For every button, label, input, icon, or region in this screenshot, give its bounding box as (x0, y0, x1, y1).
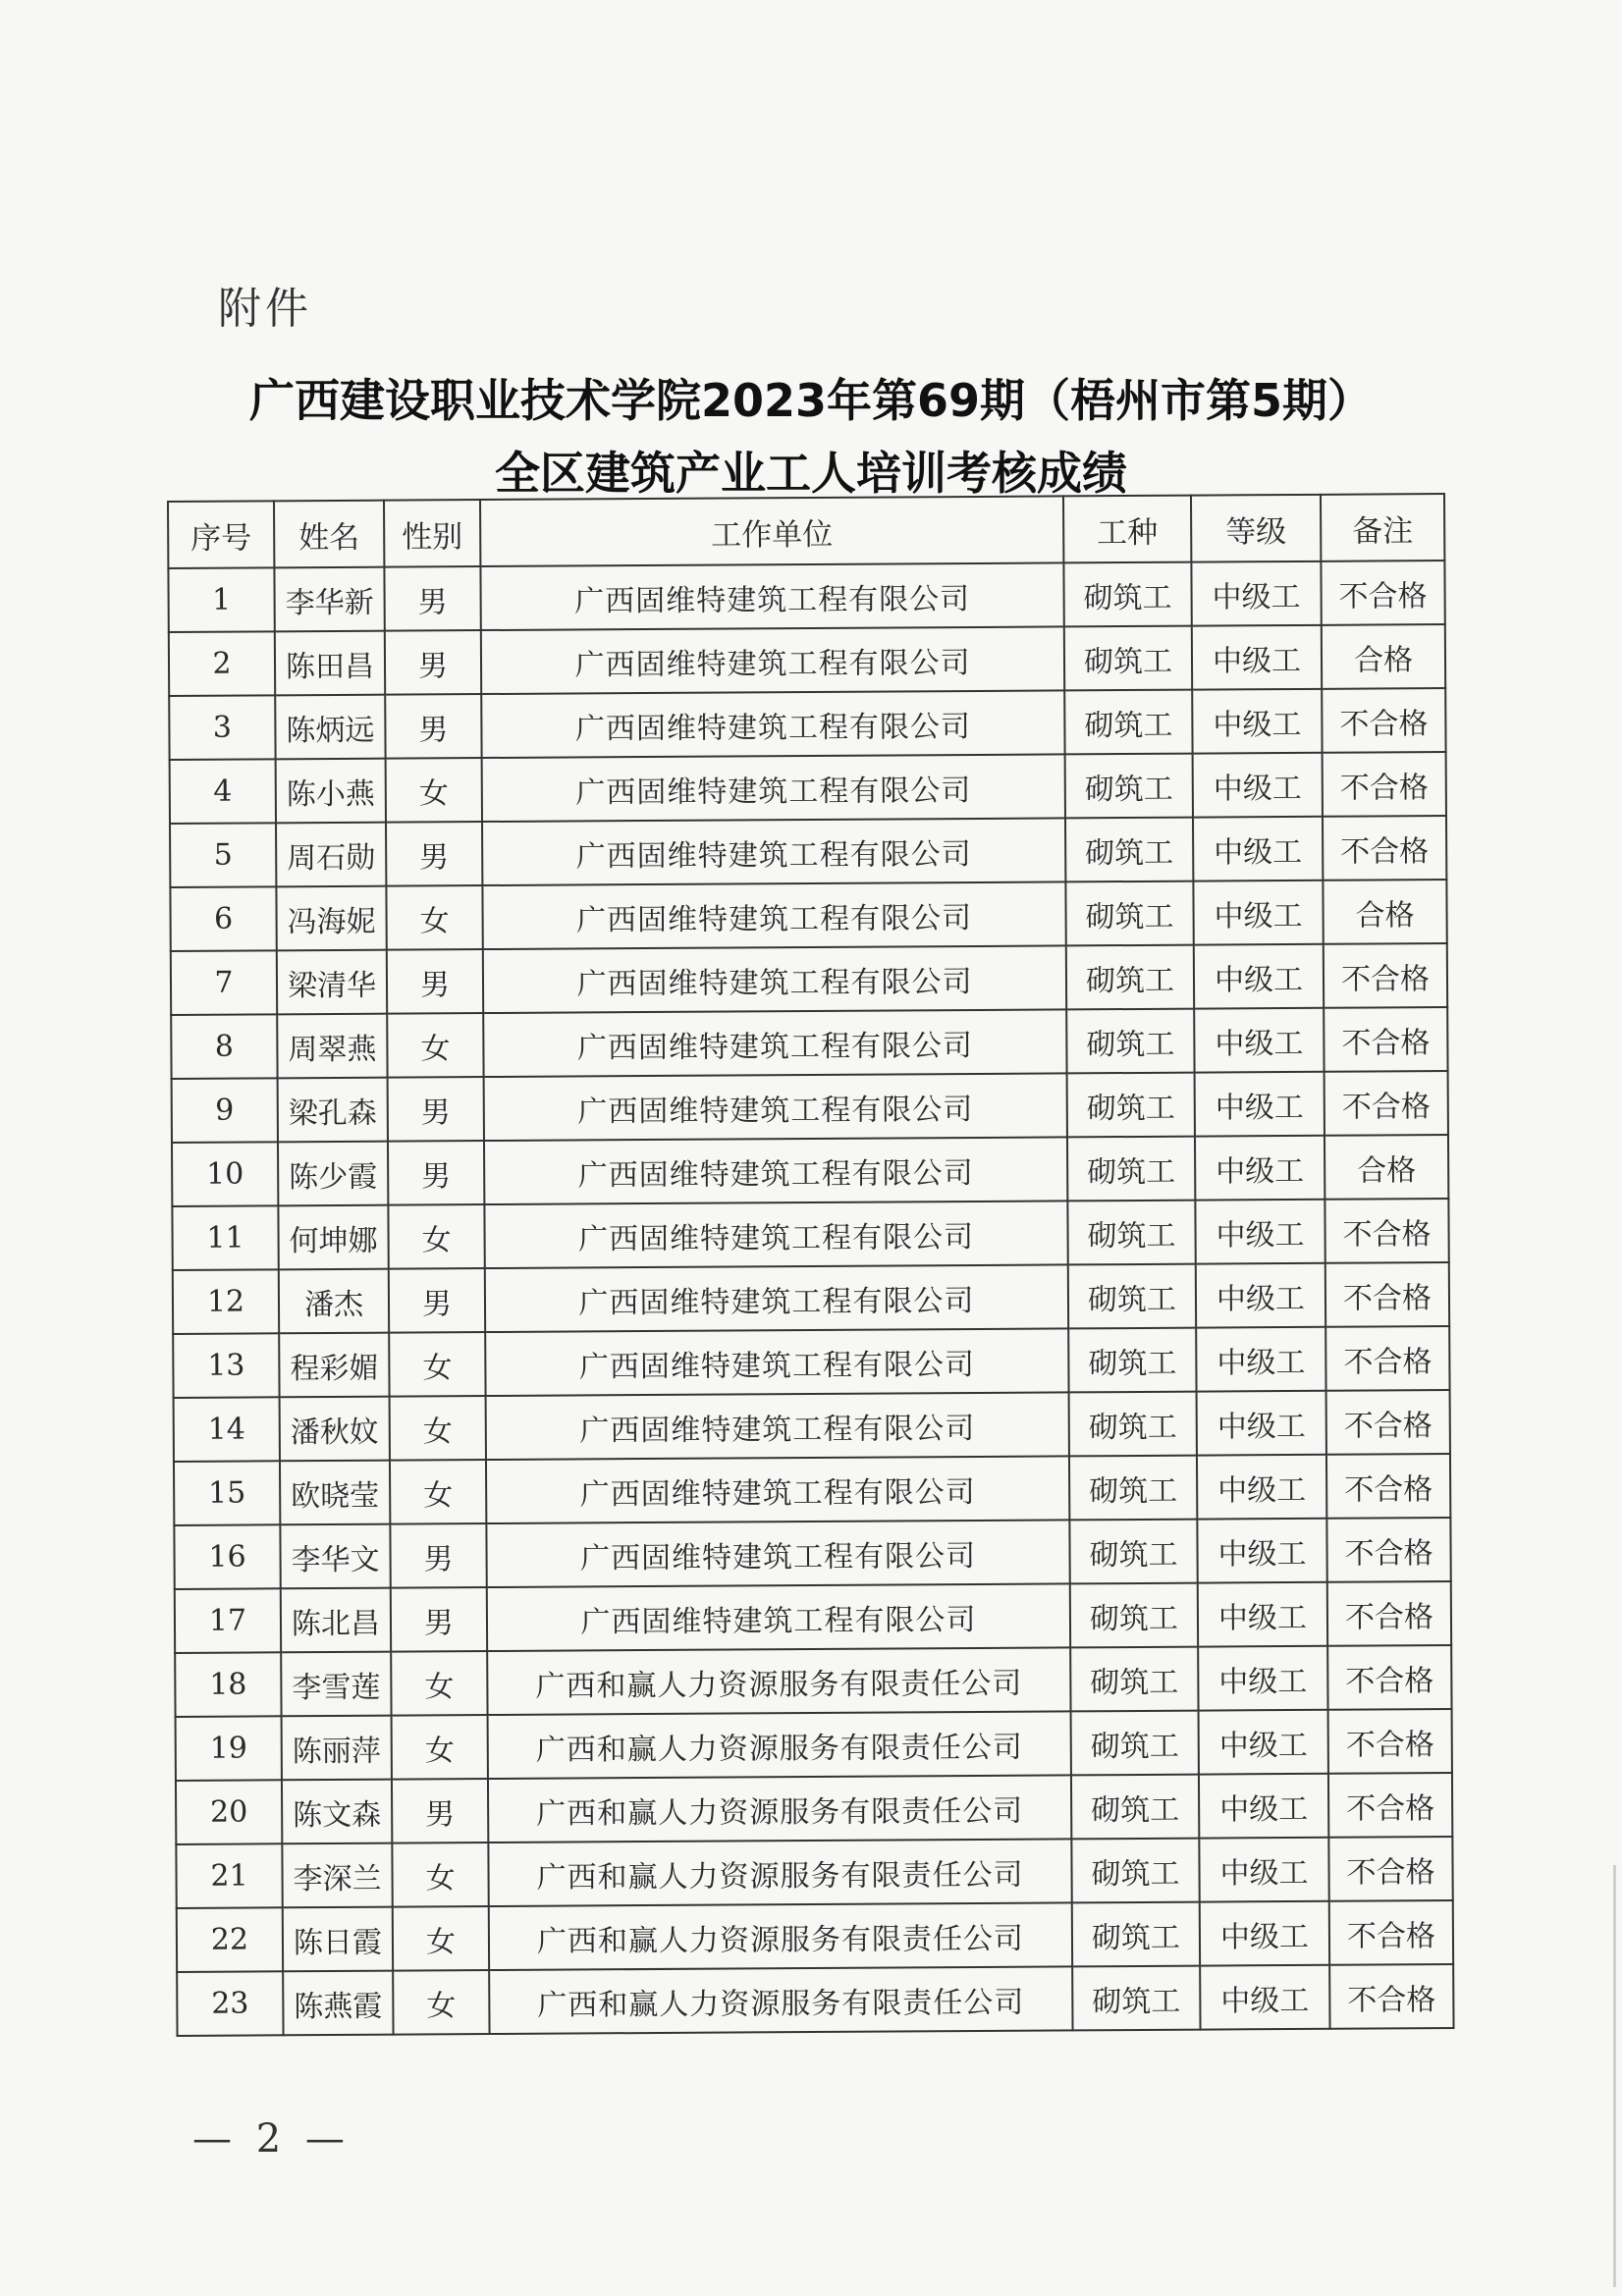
document-title: 广西建设职业技术学院2023年第69期（梧州市第5期） (248, 374, 1374, 427)
cell-name: 陈燕霞 (283, 1971, 393, 2036)
cell-gender: 男 (392, 1779, 488, 1843)
cell-trade: 砌筑工 (1065, 881, 1193, 946)
cell-level: 中级工 (1194, 1008, 1324, 1073)
cell-level: 中级工 (1195, 1072, 1325, 1137)
cell-name: 潘杰 (279, 1269, 389, 1334)
cell-trade: 砌筑工 (1068, 1328, 1196, 1393)
cell-remark: 不合格 (1325, 1262, 1449, 1327)
cell-remark: 不合格 (1326, 1518, 1450, 1582)
cell-level: 中级工 (1198, 1646, 1327, 1711)
cell-name: 李深兰 (282, 1843, 392, 1908)
cell-trade: 砌筑工 (1071, 1775, 1199, 1840)
table-row (173, 1262, 1449, 1334)
cell-unit: 广西和赢人力资源服务有限责任公司 (487, 1647, 1070, 1715)
table-row (173, 1326, 1449, 1398)
cell-trade: 砌筑工 (1069, 1520, 1197, 1584)
cell-gender: 女 (392, 1842, 488, 1907)
cell-gender: 女 (392, 1715, 488, 1780)
cell-unit: 广西固维特建筑工程有限公司 (483, 1009, 1066, 1077)
cell-unit: 广西和赢人力资源服务有限责任公司 (488, 1711, 1071, 1779)
cell-name: 陈田昌 (275, 631, 385, 696)
cell-level: 中级工 (1194, 944, 1324, 1009)
header-cell: 等级 (1191, 495, 1321, 562)
table-row (170, 752, 1446, 824)
header-cell: 工种 (1063, 496, 1191, 563)
cell-remark: 不合格 (1328, 1709, 1452, 1774)
attachment-label: 附件 (218, 284, 312, 334)
cell-trade: 砌筑工 (1072, 1902, 1200, 1967)
table-row (170, 880, 1446, 951)
cell-name: 欧晓莹 (280, 1461, 390, 1525)
cell-gender: 男 (384, 566, 480, 631)
table-row (172, 1135, 1448, 1206)
cell-gender: 男 (386, 822, 482, 886)
header-cell: 序号 (168, 501, 274, 568)
cell-unit: 广西固维特建筑工程有限公司 (485, 1328, 1068, 1396)
cell-name: 陈丽萍 (282, 1716, 392, 1781)
cell-gender: 女 (388, 1204, 484, 1269)
cell-remark: 不合格 (1328, 1773, 1452, 1838)
cell-level: 中级工 (1199, 1774, 1328, 1839)
table-row (175, 1645, 1451, 1717)
cell-trade: 砌筑工 (1066, 1009, 1194, 1074)
table-row (175, 1581, 1451, 1653)
cell-gender: 男 (390, 1523, 486, 1588)
cell-trade: 砌筑工 (1069, 1456, 1197, 1521)
cell-unit: 广西固维特建筑工程有限公司 (482, 881, 1065, 949)
cell-gender: 男 (391, 1587, 487, 1652)
cell-unit: 广西固维特建筑工程有限公司 (481, 690, 1064, 758)
cell-no: 23 (177, 1971, 283, 2036)
cell-name: 潘秋妏 (280, 1397, 390, 1462)
cell-remark: 不合格 (1321, 561, 1444, 625)
cell-no: 16 (174, 1524, 280, 1589)
cell-unit: 广西固维特建筑工程有限公司 (482, 754, 1065, 822)
cell-name: 程彩媚 (279, 1333, 389, 1398)
table-row (171, 1007, 1447, 1079)
cell-remark: 不合格 (1328, 1837, 1452, 1901)
cell-remark: 不合格 (1323, 816, 1446, 881)
cell-no: 13 (173, 1333, 279, 1398)
cell-no: 11 (172, 1205, 278, 1270)
page-number: — 2 — (192, 2116, 351, 2162)
document-subtitle: 全区建筑产业工人培训考核成绩 (495, 447, 1127, 500)
cell-no: 12 (173, 1269, 279, 1334)
cell-name: 冯海妮 (276, 886, 386, 951)
cell-level: 中级工 (1192, 625, 1322, 690)
cell-unit: 广西固维特建筑工程有限公司 (484, 1137, 1067, 1204)
table-row (176, 1773, 1452, 1844)
cell-no: 7 (171, 950, 277, 1015)
cell-trade: 砌筑工 (1067, 1137, 1195, 1201)
table-row (172, 1071, 1448, 1143)
cell-trade: 砌筑工 (1069, 1392, 1197, 1457)
cell-trade: 砌筑工 (1066, 945, 1194, 1010)
cell-no: 14 (174, 1397, 280, 1462)
cell-trade: 砌筑工 (1071, 1711, 1199, 1776)
cell-name: 陈小燕 (276, 759, 386, 824)
cell-level: 中级工 (1196, 1327, 1325, 1392)
cell-no: 15 (174, 1461, 280, 1525)
cell-no: 17 (175, 1588, 281, 1653)
table-row (171, 943, 1447, 1015)
cell-name: 陈北昌 (281, 1588, 391, 1653)
cell-level: 中级工 (1199, 1838, 1328, 1902)
cell-name: 李华新 (274, 567, 384, 632)
cell-no: 3 (169, 695, 275, 760)
cell-unit: 广西固维特建筑工程有限公司 (485, 1264, 1068, 1332)
cell-name: 何坤娜 (278, 1205, 388, 1270)
header-cell: 性别 (384, 500, 480, 567)
cell-level: 中级工 (1195, 1136, 1325, 1201)
cell-gender: 男 (388, 1077, 484, 1142)
cell-unit: 广西固维特建筑工程有限公司 (486, 1456, 1069, 1523)
table-row (174, 1518, 1450, 1589)
cell-level: 中级工 (1200, 1965, 1329, 2030)
cell-remark: 合格 (1322, 624, 1445, 689)
table-body (168, 561, 1453, 2036)
cell-level: 中级工 (1197, 1391, 1326, 1456)
cell-trade: 砌筑工 (1067, 1073, 1195, 1138)
cell-no: 18 (175, 1652, 281, 1717)
cell-remark: 不合格 (1326, 1390, 1450, 1455)
cell-level: 中级工 (1191, 561, 1321, 626)
cell-unit: 广西固维特建筑工程有限公司 (482, 818, 1065, 885)
table-row (168, 561, 1444, 632)
table-header-row (168, 494, 1444, 568)
cell-name: 陈少霞 (278, 1142, 388, 1206)
cell-trade: 砌筑工 (1065, 818, 1193, 882)
table-row (176, 1837, 1452, 1908)
cell-gender: 男 (389, 1268, 485, 1333)
table-row (169, 624, 1445, 696)
cell-name: 李华文 (280, 1524, 390, 1589)
table-row (170, 816, 1446, 887)
cell-trade: 砌筑工 (1064, 690, 1192, 755)
cell-trade: 砌筑工 (1071, 1839, 1199, 1903)
cell-no: 20 (176, 1780, 282, 1844)
cell-gender: 女 (393, 1970, 489, 2035)
table-row (174, 1390, 1450, 1462)
cell-no: 9 (172, 1078, 278, 1143)
cell-gender: 女 (387, 1013, 483, 1078)
cell-remark: 合格 (1325, 1135, 1448, 1200)
header-cell: 备注 (1321, 494, 1444, 561)
cell-remark: 不合格 (1324, 943, 1447, 1008)
scan-edge-line (1613, 1865, 1616, 2287)
cell-level: 中级工 (1198, 1582, 1327, 1647)
cell-no: 5 (170, 823, 276, 887)
cell-name: 陈日霞 (283, 1907, 393, 1972)
cell-no: 1 (168, 567, 274, 632)
cell-trade: 砌筑工 (1064, 626, 1192, 691)
header-cell: 工作单位 (480, 496, 1063, 566)
cell-gender: 男 (387, 949, 483, 1014)
cell-no: 19 (176, 1716, 282, 1781)
cell-no: 4 (170, 759, 276, 824)
cell-level: 中级工 (1197, 1455, 1326, 1520)
table-row (169, 688, 1445, 760)
cell-unit: 广西和赢人力资源服务有限责任公司 (488, 1775, 1071, 1842)
cell-remark: 合格 (1323, 880, 1446, 944)
cell-gender: 女 (393, 1906, 489, 1971)
cell-level: 中级工 (1193, 817, 1323, 881)
cell-no: 6 (170, 886, 276, 951)
cell-gender: 女 (390, 1396, 486, 1461)
cell-level: 中级工 (1199, 1710, 1328, 1775)
cell-gender: 男 (385, 630, 481, 695)
cell-trade: 砌筑工 (1070, 1583, 1198, 1648)
cell-trade: 砌筑工 (1067, 1201, 1195, 1265)
cell-gender: 男 (388, 1141, 484, 1205)
cell-level: 中级工 (1197, 1519, 1326, 1583)
table-row (176, 1709, 1452, 1781)
cell-level: 中级工 (1195, 1200, 1325, 1264)
table-row (177, 1964, 1453, 2036)
cell-unit: 广西固维特建筑工程有限公司 (487, 1583, 1070, 1651)
cell-no: 10 (172, 1142, 278, 1206)
cell-level: 中级工 (1193, 753, 1323, 818)
cell-trade: 砌筑工 (1063, 562, 1191, 627)
cell-gender: 男 (385, 694, 481, 759)
cell-no: 21 (176, 1843, 282, 1908)
cell-unit: 广西固维特建筑工程有限公司 (484, 1201, 1067, 1268)
cell-level: 中级工 (1200, 1901, 1329, 1966)
cell-unit: 广西和赢人力资源服务有限责任公司 (489, 1966, 1072, 2034)
cell-name: 陈炳远 (275, 695, 385, 760)
cell-name: 周石勋 (276, 823, 386, 887)
cell-remark: 不合格 (1323, 752, 1446, 817)
cell-no: 2 (169, 631, 275, 696)
cell-unit: 广西固维特建筑工程有限公司 (484, 1073, 1067, 1141)
cell-trade: 砌筑工 (1065, 754, 1193, 819)
cell-level: 中级工 (1192, 689, 1322, 754)
cell-unit: 广西固维特建筑工程有限公司 (481, 626, 1064, 694)
cell-remark: 不合格 (1324, 1007, 1447, 1072)
cell-remark: 不合格 (1325, 1071, 1448, 1136)
cell-remark: 不合格 (1325, 1326, 1449, 1391)
cell-unit: 广西固维特建筑工程有限公司 (486, 1392, 1069, 1460)
cell-remark: 不合格 (1327, 1581, 1451, 1646)
cell-trade: 砌筑工 (1072, 1966, 1200, 2031)
cell-remark: 不合格 (1327, 1645, 1451, 1710)
score-table (167, 493, 1455, 2037)
cell-gender: 女 (389, 1332, 485, 1397)
table-row (174, 1454, 1450, 1525)
cell-unit: 广西固维特建筑工程有限公司 (486, 1520, 1069, 1587)
cell-trade: 砌筑工 (1068, 1264, 1196, 1329)
cell-name: 陈文森 (282, 1780, 392, 1844)
cell-trade: 砌筑工 (1070, 1647, 1198, 1712)
cell-unit: 广西固维特建筑工程有限公司 (483, 945, 1066, 1013)
cell-no: 8 (171, 1014, 277, 1079)
cell-gender: 女 (391, 1651, 487, 1716)
cell-name: 李雪莲 (281, 1652, 391, 1717)
cell-name: 梁孔森 (278, 1078, 388, 1143)
table-row (172, 1199, 1448, 1270)
cell-gender: 女 (386, 758, 482, 823)
cell-remark: 不合格 (1325, 1199, 1448, 1263)
cell-unit: 广西固维特建筑工程有限公司 (480, 562, 1063, 630)
table-row (177, 1900, 1453, 1972)
cell-remark: 不合格 (1329, 1964, 1453, 2029)
cell-name: 梁清华 (277, 950, 387, 1015)
cell-remark: 不合格 (1326, 1454, 1450, 1519)
header-cell: 姓名 (274, 501, 384, 568)
cell-remark: 不合格 (1329, 1900, 1453, 1965)
cell-remark: 不合格 (1322, 688, 1445, 753)
cell-unit: 广西和赢人力资源服务有限责任公司 (489, 1902, 1072, 1970)
cell-unit: 广西和赢人力资源服务有限责任公司 (488, 1839, 1071, 1906)
cell-level: 中级工 (1196, 1263, 1325, 1328)
cell-no: 22 (177, 1907, 283, 1972)
cell-name: 周翠燕 (277, 1014, 387, 1079)
cell-level: 中级工 (1193, 881, 1323, 945)
cell-gender: 女 (390, 1460, 486, 1524)
cell-gender: 女 (386, 885, 482, 950)
